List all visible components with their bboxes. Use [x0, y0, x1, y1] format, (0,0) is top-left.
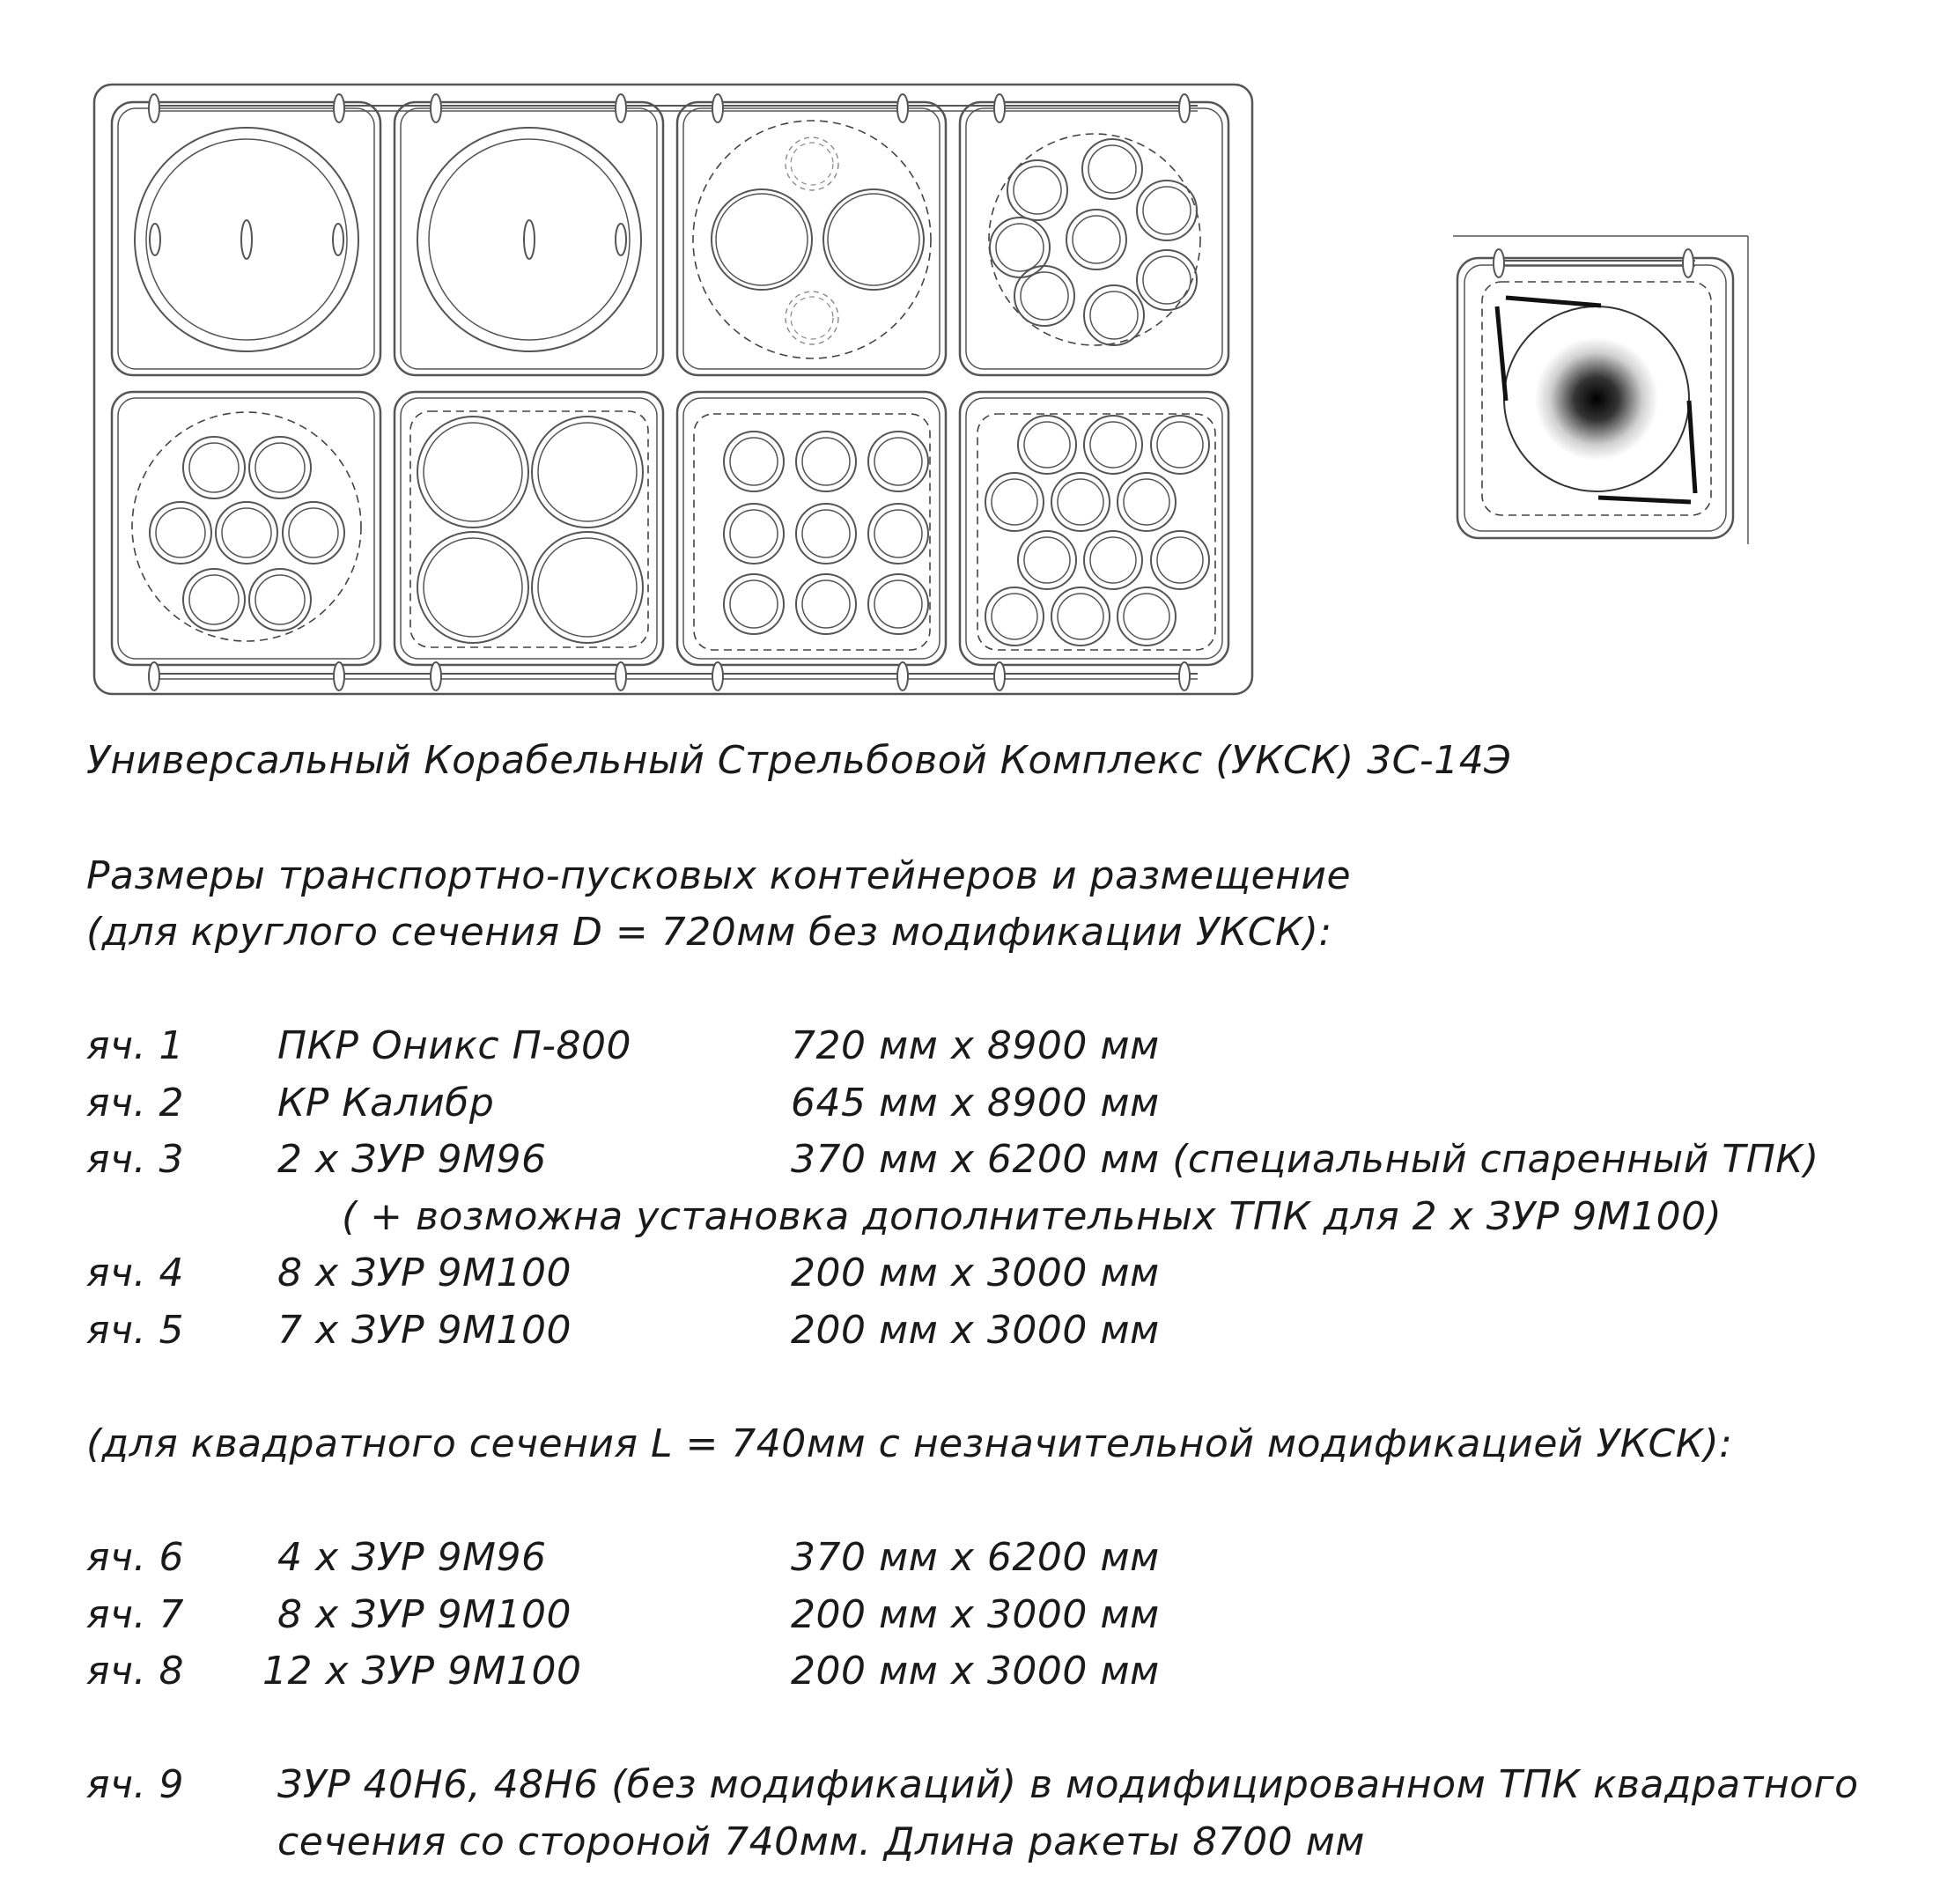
launcher-module-8-cells [94, 85, 1252, 694]
cell-8-missile-tube [1018, 531, 1076, 589]
cell-6-outline [410, 411, 648, 647]
cell-4-missile-tube [1090, 292, 1138, 339]
cell-4-missile-tube [1082, 139, 1142, 199]
cell-9-rail-pin [1683, 249, 1693, 277]
cell-8-missile-tube [1151, 416, 1209, 474]
cell-8-missile-tube [1051, 473, 1110, 531]
cell-1-latch [150, 224, 160, 255]
cell-9-description-line1: ЗУР 40Н6, 48Н6 (без модификаций) в модифицированном ТПК квадратного [277, 1762, 1859, 1807]
cell-8-missile-tube [1051, 587, 1110, 646]
cell-7-missile-tube [868, 504, 928, 564]
row-weapon-name: 2 х ЗУР 9М96 [277, 1137, 547, 1182]
row-container-size: 200 мм х 3000 мм [791, 1251, 1160, 1295]
cell-7-missile-tube [868, 432, 928, 491]
cell-1-latch [333, 224, 343, 255]
cell-7-missile-tube [730, 438, 778, 485]
cell-9-guide-bracket [1689, 401, 1695, 493]
row-weapon-name: ПКР Оникс П-800 [277, 1023, 632, 1068]
cell-4-missile-tube [1073, 216, 1120, 263]
row-cell-label: яч. 7 [86, 1592, 184, 1637]
cell-4-missile-tube [1143, 187, 1191, 234]
cell-8-missile-tube [985, 587, 1044, 646]
cell-2-latch [616, 224, 626, 255]
cell-8-missile-tube [1090, 422, 1136, 468]
cell-8-missile-tube [1151, 531, 1209, 589]
cell-7-missile-tube [796, 504, 856, 564]
cell-9-missile-shading [1535, 337, 1658, 461]
rail-pin [149, 662, 159, 690]
cell-8-missile-tube [1084, 531, 1142, 589]
cell-7-missile-tube [874, 438, 922, 485]
row-weapon-name: КР Калибр [277, 1081, 495, 1125]
cell-7-missile-tube [802, 510, 850, 557]
cell-4-missile-tube [1088, 145, 1136, 193]
cell-8-missile-tube [1118, 473, 1176, 531]
cell-5-missile-tube [255, 575, 305, 624]
cell-4-missile-tube [1143, 256, 1191, 304]
cell-8-missile-tube [992, 594, 1037, 639]
cell-9-description-line2: сечения со стороной 740мм. Длина ракеты 8700 мм [277, 1819, 1366, 1864]
cell-4-missile-tube [1021, 272, 1068, 320]
cell-4-missile-tube [1137, 250, 1197, 310]
cell-2-latch [524, 220, 535, 259]
cell-8-missile-tube [1157, 422, 1203, 468]
row-cell-label: яч. 2 [86, 1081, 184, 1125]
cell-5-missile-tube [156, 508, 205, 557]
cell-9-rail-pin [1494, 249, 1504, 277]
cell-8-missile-tube [992, 479, 1037, 525]
row-container-size: 200 мм х 3000 мм [791, 1308, 1160, 1353]
cell-5-missile-tube [249, 437, 311, 498]
rail-pin [431, 94, 441, 122]
cell-9-square-container [1453, 236, 1748, 544]
rail-pin [994, 94, 1005, 122]
cell-4-missile-tube [1084, 285, 1144, 345]
cell-8-missile-tube [1124, 594, 1169, 639]
cell-5-missile-tube [289, 508, 338, 557]
cell-5-outline [132, 412, 361, 641]
row-container-size: 645 мм х 8900 мм [791, 1081, 1160, 1125]
cell-7-missile-tube [802, 580, 850, 628]
cell-5-missile-tube [255, 443, 305, 492]
cell-9-guide-bracket [1506, 298, 1601, 306]
rail-pin [897, 94, 908, 122]
rail-pin [897, 662, 908, 690]
cell-6-missile-tube [538, 423, 637, 521]
rail-pin [712, 662, 723, 690]
row-weapon-name: 7 х ЗУР 9М100 [277, 1308, 572, 1353]
cell-7-missile-tube [796, 432, 856, 491]
cell-4-missile-tube [1014, 166, 1061, 214]
cell-8-missile-tube [1058, 594, 1103, 639]
cell-7-missile-tube [874, 580, 922, 628]
cell-8-missile-tube [1084, 416, 1142, 474]
cell-8-missile-tube [1018, 416, 1076, 474]
cell-7-missile-tube [724, 504, 784, 564]
cell-4-missile-tube [990, 218, 1050, 277]
cell-7-missile-tube [730, 510, 778, 557]
row-cell-label: яч. 6 [86, 1535, 184, 1580]
cell-3-note: ( + возможна установка дополнительных ТПК для 2 х ЗУР 9М100) [342, 1194, 1722, 1239]
row-cell-label: яч. 8 [86, 1649, 184, 1694]
cell-7-missile-tube [796, 574, 856, 634]
rail-pin [431, 662, 441, 690]
cell-3-missile-tube [716, 194, 808, 285]
cell-7-missile-tube [724, 432, 784, 491]
cell-3-missile-tube [828, 194, 919, 285]
row-container-size: 370 мм х 6200 мм (специальный спаренный ТПК) [791, 1137, 1819, 1182]
rail-pin [1179, 94, 1190, 122]
round-heading-line1: Размеры транспортно-пусковых контейнеров и размещение [86, 853, 1352, 898]
cell-6-missile-tube [424, 538, 522, 637]
cell-7-missile-tube [874, 510, 922, 557]
cell-5-missile-tube [283, 502, 344, 564]
cell-5-missile-tube [222, 508, 271, 557]
cell-frame-inner [683, 398, 940, 659]
cell-7-missile-tube [724, 574, 784, 634]
cell-7-missile-tube [802, 438, 850, 485]
cell-3-missile-tube [712, 189, 812, 290]
cell-3-optional-tube [786, 292, 838, 344]
cell-6-missile-tube [417, 417, 528, 528]
cell-8-missile-tube [1024, 537, 1070, 583]
cell-6-missile-tube [538, 538, 637, 637]
row-cell-label: яч. 5 [86, 1308, 184, 1353]
rail-pin [334, 662, 344, 690]
cell-5-missile-tube [189, 443, 239, 492]
row-container-size: 370 мм х 6200 мм [791, 1535, 1160, 1580]
row-weapon-name: 8 х ЗУР 9М100 [277, 1251, 572, 1295]
cell-7-missile-tube [868, 574, 928, 634]
cell-9-guide-bracket [1497, 306, 1506, 401]
cell-5-missile-tube [183, 437, 245, 498]
cell-3-missile-tube [823, 189, 924, 290]
cell-8-missile-tube [1124, 479, 1169, 525]
cell-8-missile-tube [985, 473, 1044, 531]
rail-pin [712, 94, 723, 122]
rail-pin [149, 94, 159, 122]
cell-6-missile-tube [417, 532, 528, 643]
cell-8-missile-tube [1024, 422, 1070, 468]
cell-4-missile-tube [996, 224, 1044, 271]
cell-6-missile-tube [424, 423, 522, 521]
cell-9-label: яч. 9 [86, 1762, 184, 1807]
rail-pin [334, 94, 344, 122]
cell-7-outline [694, 414, 930, 650]
cell-4-missile-tube [1014, 266, 1074, 326]
cell-9-guide-bracket [1598, 498, 1691, 502]
row-cell-label: яч. 1 [86, 1023, 184, 1068]
cell-5-missile-tube [249, 569, 311, 631]
rail-pin [616, 94, 626, 122]
module-outer-frame [94, 85, 1252, 694]
round-heading-line2: (для круглого сечения D = 720мм без модификации УКСК): [86, 910, 1332, 955]
cell-4-missile-tube [1007, 160, 1067, 220]
square-heading: (для квадратного сечения L = 740мм с незначительной модификацией УКСК): [86, 1421, 1733, 1466]
cell-6-missile-tube [532, 417, 643, 528]
cell-5-missile-tube [189, 575, 239, 624]
row-weapon-name: 4 х ЗУР 9М96 [277, 1535, 547, 1580]
cell-8-missile-tube [1058, 479, 1103, 525]
rail-pin [616, 662, 626, 690]
cell-5-missile-tube [216, 502, 277, 564]
row-container-size: 720 мм х 8900 мм [791, 1023, 1160, 1068]
row-cell-label: яч. 4 [86, 1251, 184, 1295]
rail-pin [994, 662, 1005, 690]
cell-frame-4 [960, 102, 1228, 375]
cell-4-missile-tube [1066, 210, 1126, 269]
row-container-size: 200 мм х 3000 мм [791, 1649, 1160, 1694]
cell-3-optional-tube [786, 137, 838, 190]
cell-1-latch [241, 220, 252, 259]
cell-frame-5 [112, 392, 380, 665]
cell-5-missile-tube [150, 502, 211, 564]
cell-4-missile-tube [1137, 181, 1197, 240]
cell-frame-inner [966, 108, 1222, 369]
row-weapon-name: 8 х ЗУР 9М100 [277, 1592, 572, 1637]
cell-3-optional-tube [791, 143, 833, 185]
title: Универсальный Корабельный Стрельбовой Комплекс (УКСК) 3С-14Э [86, 738, 1512, 783]
row-container-size: 200 мм х 3000 мм [791, 1592, 1160, 1637]
cell-5-missile-tube [183, 569, 245, 631]
row-weapon-name: 12 х ЗУР 9М100 [262, 1649, 582, 1694]
row-cell-label: яч. 3 [86, 1137, 184, 1182]
cell-7-missile-tube [730, 580, 778, 628]
cell-8-missile-tube [1090, 537, 1136, 583]
rail-pin [1179, 662, 1190, 690]
cell-frame-inner [401, 398, 657, 659]
cell-8-missile-tube [1157, 537, 1203, 583]
cell-8-missile-tube [1118, 587, 1176, 646]
cell-3-optional-tube [791, 297, 833, 339]
cell-6-missile-tube [532, 532, 643, 643]
